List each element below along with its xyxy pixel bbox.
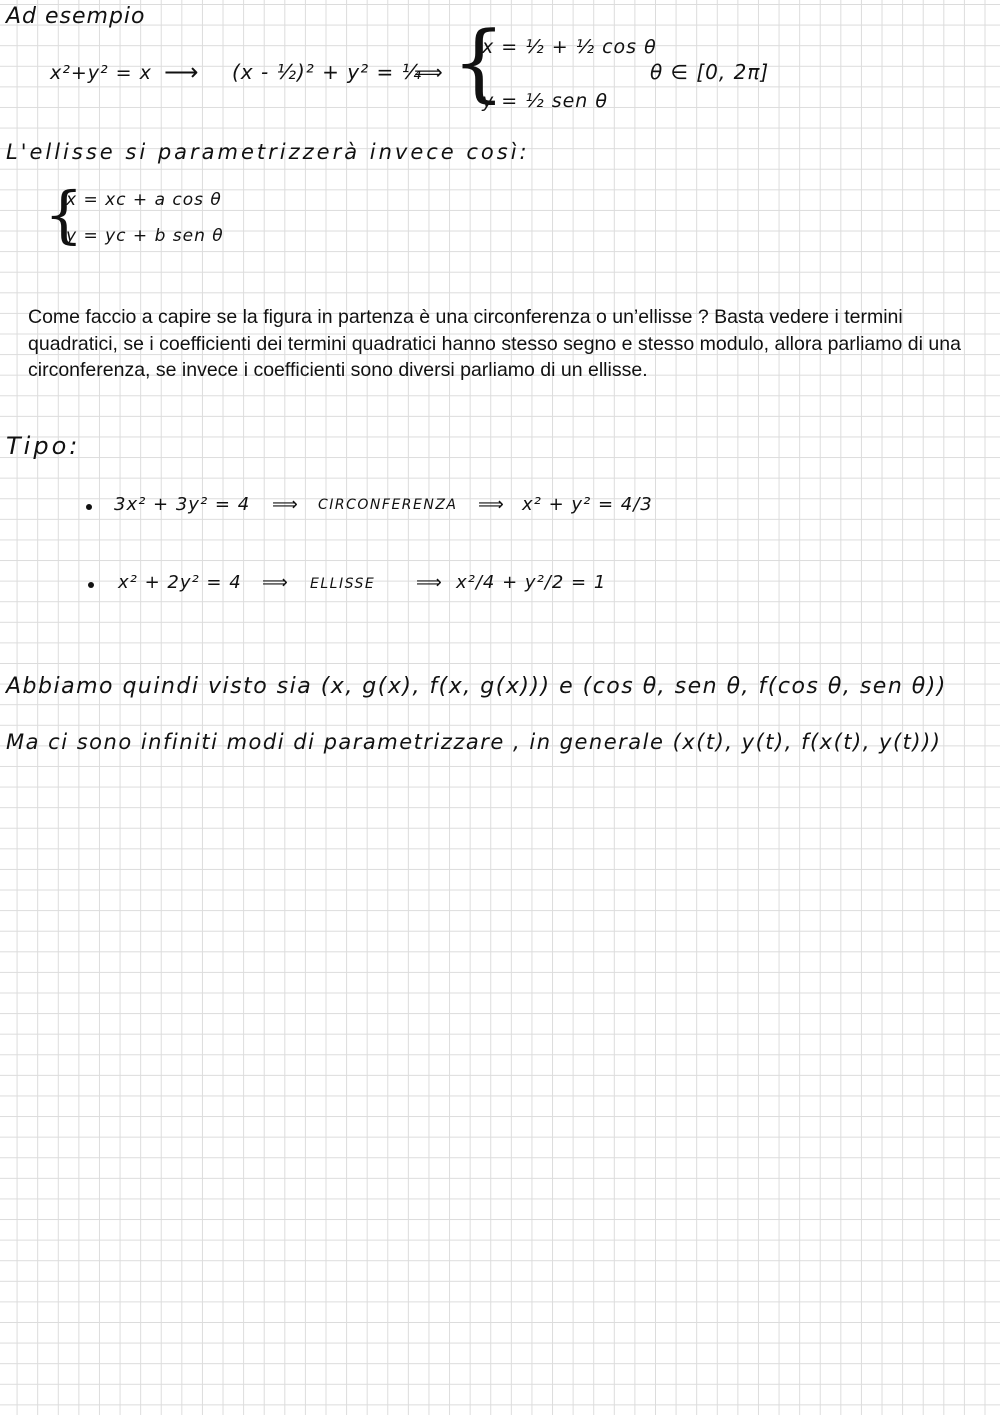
explanation-paragraph: Come faccio a capire se la figura in partenza è una circonferenza o un’ellisse ? Basta vedere i termini quadratici, se i coefficienti dei termini quadratici hanno stesso segno e stesso modulo, allora parliamo di una circonferenza, se invece i coefficienti sono diversi parliamo di un ellisse. bbox=[28, 306, 961, 381]
conclusion-line-2: Ma ci sono infiniti modi di parametrizzare , in generale (x(t), y(t), f(x(t), y(t))) bbox=[6, 730, 942, 754]
example-theta-range: θ ∈ [0, 2π] bbox=[650, 60, 770, 84]
ellipse-param-x: x = xc + a cos θ bbox=[66, 190, 222, 210]
tipo-item-1-result: x² + y² = 4/3 bbox=[522, 494, 653, 515]
tipo-item-1-implies2: ⟹ bbox=[478, 494, 505, 515]
conclusion-line-1: Abbiamo quindi visto sia (x, g(x), f(x, g(x))) e (cos θ, sen θ, f(cos θ, sen θ)) bbox=[6, 674, 947, 699]
tipo-item-2-equation: x² + 2y² = 4 bbox=[118, 572, 242, 593]
bullet-dot bbox=[86, 504, 92, 510]
tipo-item-2-implies2: ⟹ bbox=[416, 572, 443, 593]
ellipse-intro: L'ellisse si parametrizzerà invece così: bbox=[6, 140, 530, 164]
tipo-item-2-result: x²/4 + y²/2 = 1 bbox=[456, 572, 607, 593]
example-completed-square: (x - ½)² + y² = ¼ bbox=[232, 60, 422, 84]
tipo-item-1-equation: 3x² + 3y² = 4 bbox=[114, 494, 251, 515]
tipo-item-2-implies: ⟹ bbox=[262, 572, 289, 593]
ellipse-brace: { bbox=[44, 178, 84, 251]
example-param-x: x = ½ + ½ cos θ bbox=[482, 36, 657, 58]
system-brace: { bbox=[452, 13, 506, 111]
example-arrow: ⟶ bbox=[164, 58, 200, 86]
example-implies: ⟹ bbox=[414, 60, 444, 84]
tipo-heading: Tipo: bbox=[6, 432, 81, 460]
bullet-dot bbox=[88, 582, 94, 588]
example-heading: Ad esempio bbox=[6, 4, 146, 29]
ellipse-param-y: y = yc + b sen θ bbox=[66, 226, 224, 246]
example-equation: x²+y² = x bbox=[50, 62, 152, 84]
example-param-y: y = ½ sen θ bbox=[482, 90, 608, 112]
tipo-item-1-kind: CIRCONFERENZA bbox=[318, 497, 458, 513]
tipo-item-2-kind: ELLISSE bbox=[310, 576, 376, 592]
tipo-item-1-implies: ⟹ bbox=[272, 494, 299, 515]
